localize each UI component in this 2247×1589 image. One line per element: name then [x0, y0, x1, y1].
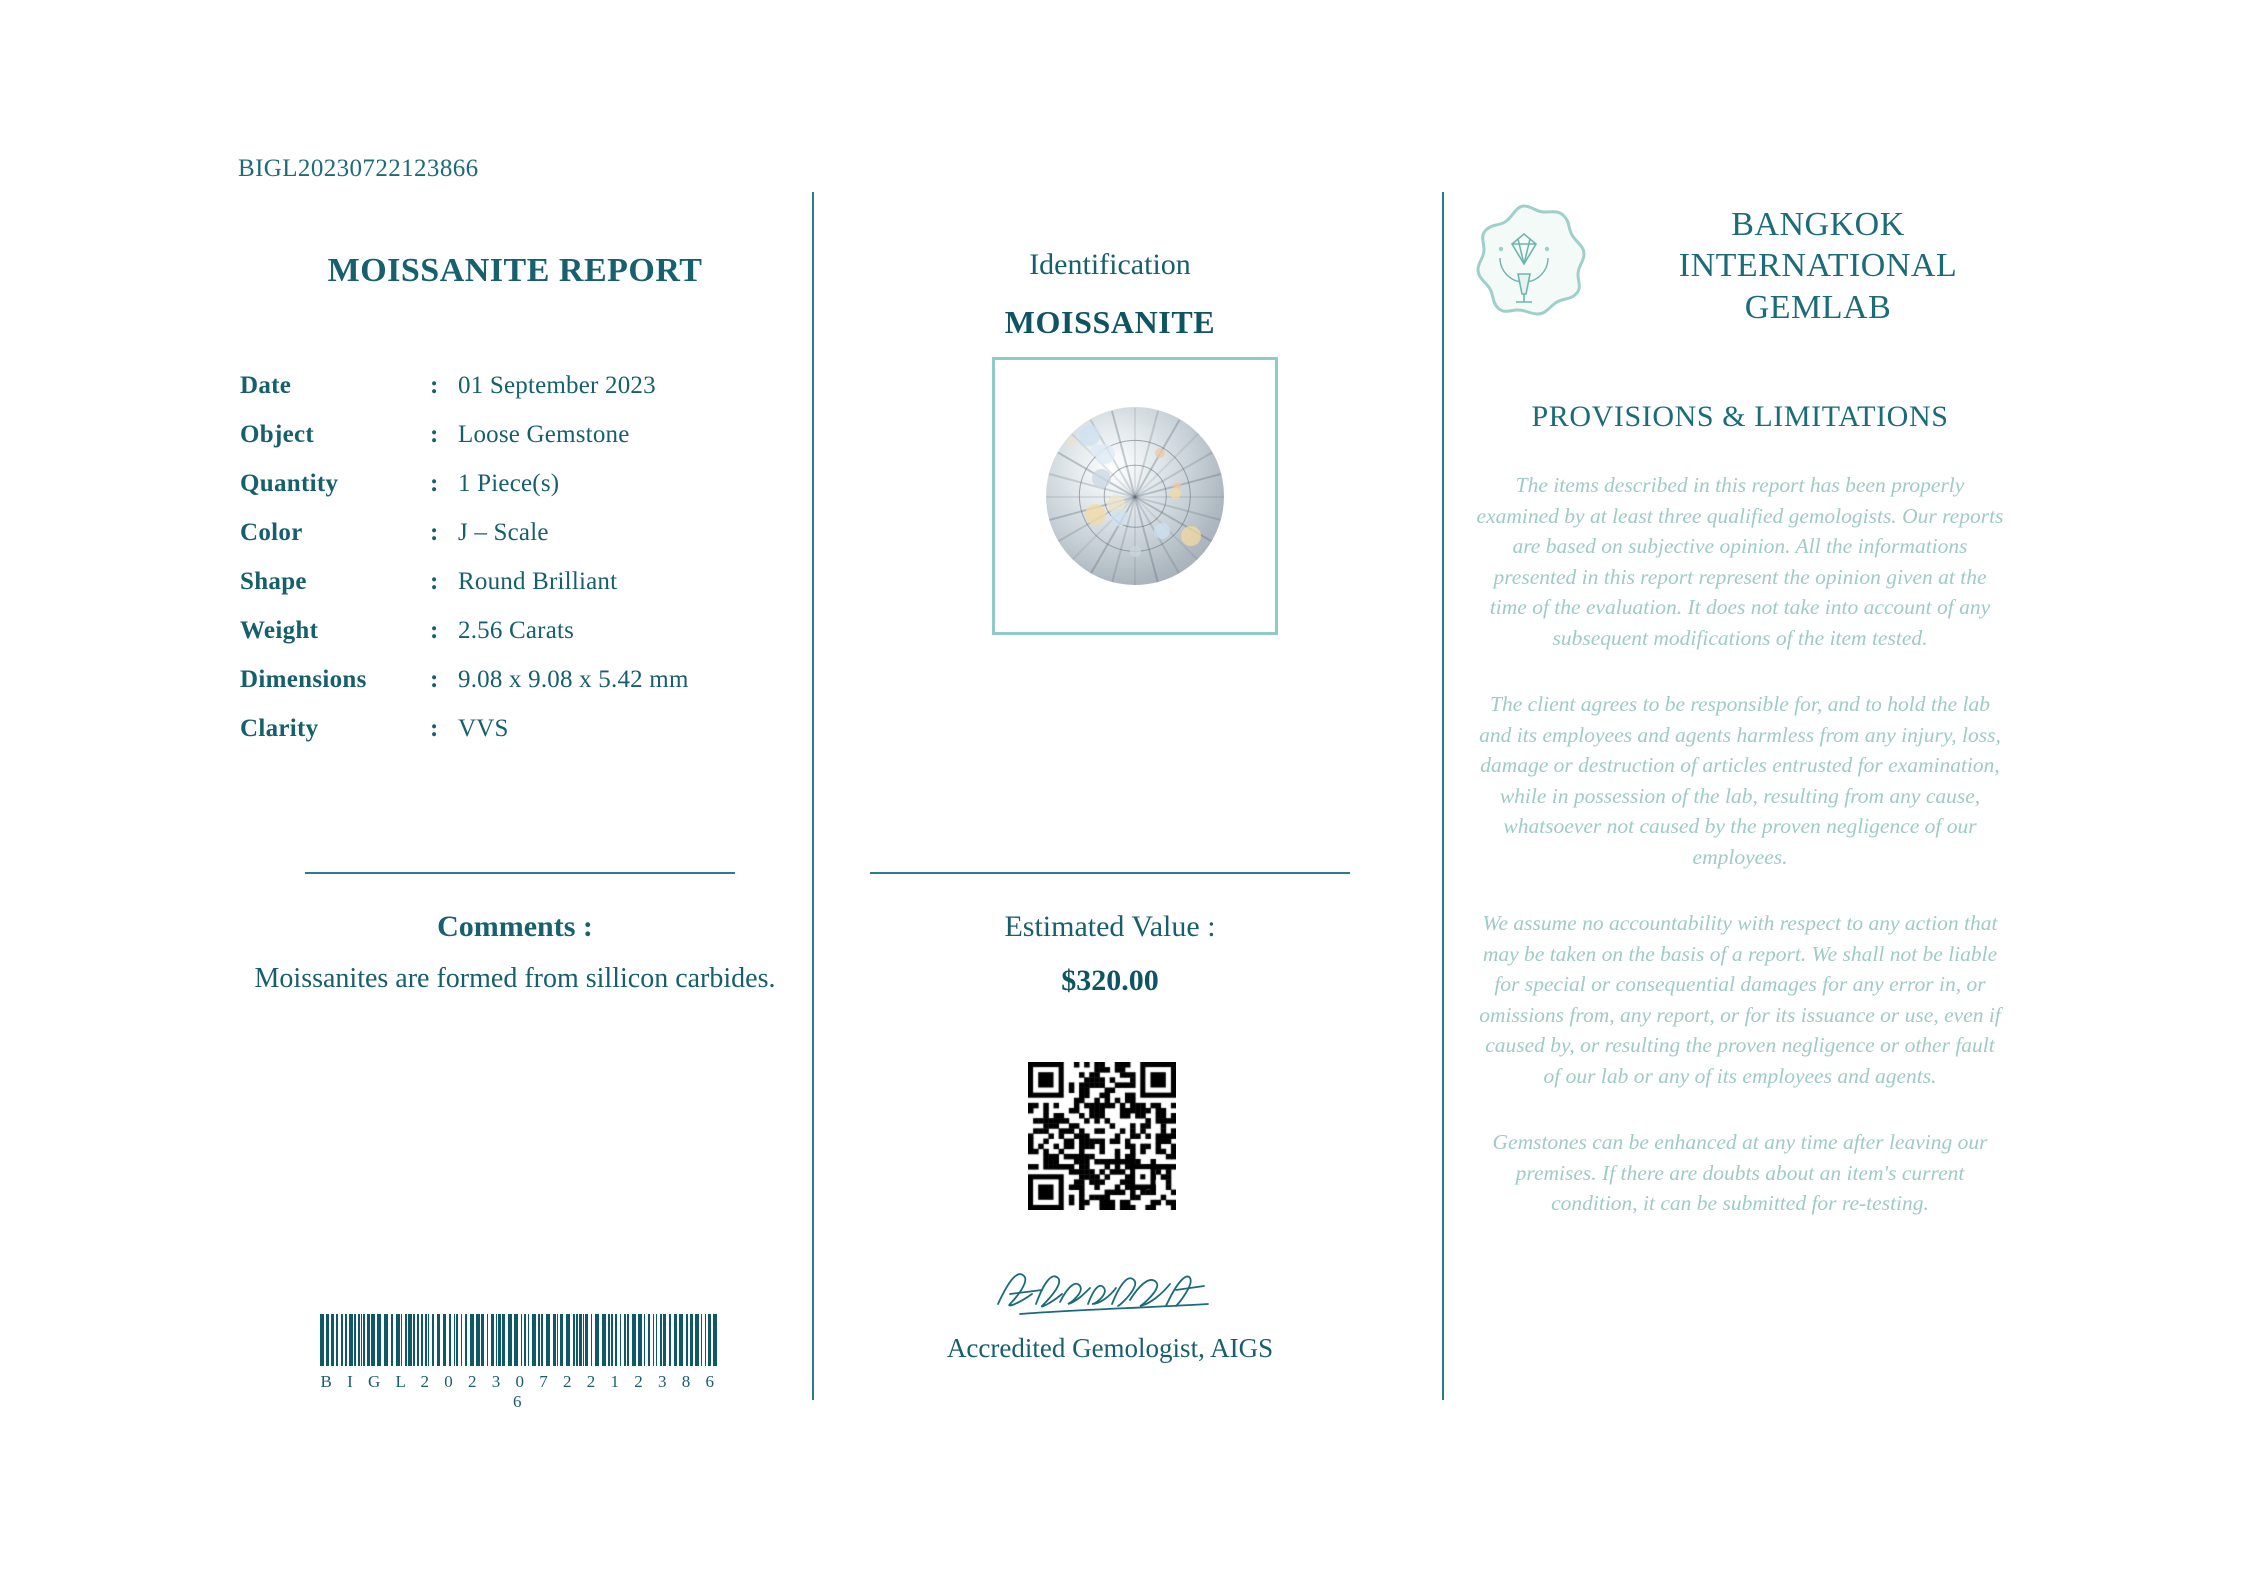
spec-label: Clarity [240, 715, 319, 742]
provisions-paragraph: Gemstones can be enhanced at any time after leaving our premises. If there are doubts about an item's current condition, it can be submitted for re-testing. [1492, 1130, 1988, 1216]
report-number: BIGL20230722123866 [238, 155, 479, 182]
brand-header [1460, 202, 2020, 330]
spec-row [240, 607, 689, 656]
spec-value: 1 Piece(s) [458, 470, 560, 497]
spec-label: Color [240, 519, 303, 546]
identification-label: Identification [1029, 248, 1191, 281]
spec-label: Quantity [240, 470, 339, 497]
middle-divider-rule [870, 872, 1350, 874]
gemstone-photo [1046, 407, 1224, 585]
provisions-paragraph: We assume no accountability with respect to any action that may be taken on the basis of a report. We shall not be liable for special or consequential damages for any error in, or omissions from, any report, or for its issuance or use, even if caused by, or resulting the proven negligence or other fault of our lab or any of its employees and agents. [1479, 911, 2001, 1088]
spec-label: Date [240, 372, 292, 399]
spec-colon: : [430, 666, 439, 693]
spec-value: 9.08 x 9.08 x 5.42 mm [458, 666, 689, 693]
spec-colon: : [430, 568, 439, 595]
spec-colon: : [430, 519, 439, 546]
spec-row [240, 362, 689, 411]
spec-label: Object [240, 421, 314, 448]
estimated-value-amount: $320.00 [1061, 964, 1159, 997]
barcode [320, 1314, 720, 1412]
signature-caption: Accredited Gemologist, AIGS [946, 1333, 1274, 1363]
spec-colon: : [430, 715, 439, 742]
report-title: MOISSANITE REPORT [327, 252, 703, 289]
spec-value: 2.56 Carats [458, 617, 575, 644]
barcode-bars [320, 1314, 720, 1366]
barcode-text: B I G L 2 0 2 3 0 7 2 2 1 2 3 8 6 6 [320, 1372, 720, 1411]
gemstone-photo-frame [992, 357, 1278, 635]
left-column [220, 192, 810, 1411]
comments-body: Moissanites are formed from sillicon carbides. [254, 963, 776, 994]
spec-colon: : [430, 617, 439, 644]
brand-name: BANGKOK INTERNATIONAL GEMLAB [1678, 205, 1958, 326]
spec-row [240, 558, 689, 607]
spec-label: Dimensions [240, 666, 367, 693]
spec-value: VVS [458, 715, 509, 742]
column-divider-right [1442, 192, 1444, 1400]
spec-colon: : [430, 421, 439, 448]
spec-value: Round Brilliant [458, 568, 618, 595]
right-column [1460, 192, 2020, 1219]
spec-row [240, 460, 689, 509]
estimated-value-label: Estimated Value : [1004, 910, 1216, 943]
middle-column [830, 192, 1390, 1363]
qr-code[interactable] [1028, 1062, 1176, 1210]
column-divider-left [812, 192, 814, 1400]
signature-icon [980, 1260, 1240, 1322]
spec-value: Loose Gemstone [458, 421, 630, 448]
signature-block [830, 1260, 1390, 1364]
spec-label: Shape [240, 568, 307, 595]
spec-value: 01 September 2023 [458, 372, 656, 399]
comments-title: Comments : [437, 910, 593, 943]
specifications-table [240, 362, 689, 754]
provisions-paragraphs [1460, 470, 2020, 1219]
spec-row [240, 509, 689, 558]
gemlab-seal-icon [1460, 202, 1588, 330]
left-divider-rule [305, 872, 735, 874]
spec-colon: : [430, 470, 439, 497]
spec-row [240, 705, 689, 754]
spec-label: Weight [240, 617, 319, 644]
spec-colon: : [430, 372, 439, 399]
spec-row [240, 656, 689, 705]
provisions-paragraph: The items described in this report has been properly examined by at least three qualified gemologists. Our reports are based on subjective opinion. All the informations presented in this report represent the opinion given at the time of the evaluation. It does not take into account of any subsequent modifications of the item tested. [1476, 473, 2004, 650]
provisions-paragraph: The client agrees to be responsible for, and to hold the lab and its employees and agents harmless from any injury, loss, damage or destruction of articles entrusted for examination, while in possession of the lab, resulting from any cause, whatsoever not caused by the proven negligence of our employees. [1479, 692, 2001, 869]
identification-value: MOISSANITE [1004, 304, 1216, 340]
provisions-title: PROVISIONS & LIMITATIONS [1531, 400, 1949, 433]
spec-value: J – Scale [458, 519, 549, 546]
spec-row [240, 411, 689, 460]
